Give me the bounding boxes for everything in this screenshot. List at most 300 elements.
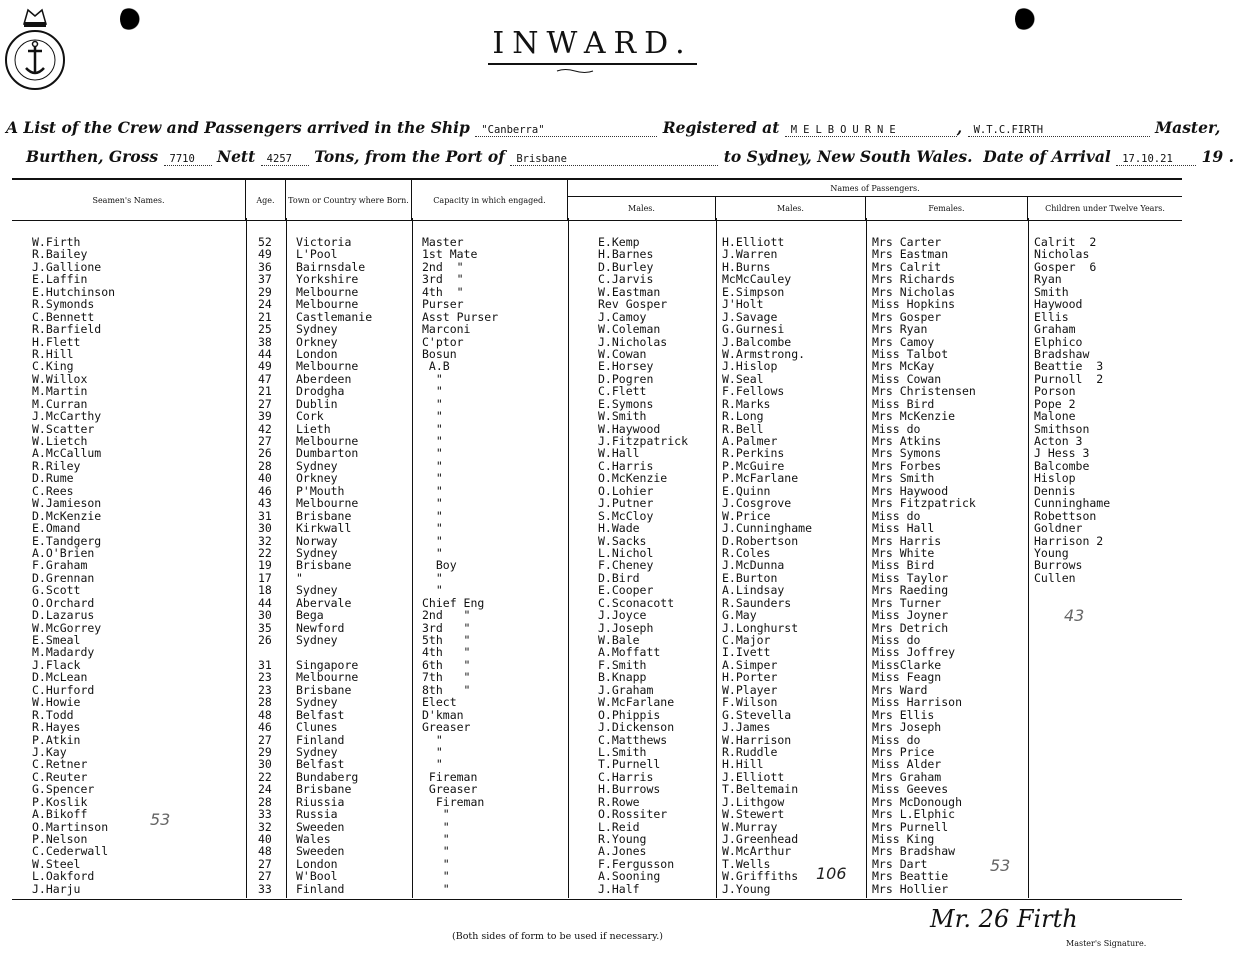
crew-name: J.Gallione [32, 259, 102, 274]
passenger-female: Mrs Ellis [872, 707, 935, 722]
crew-age: 36 [258, 259, 272, 274]
passenger-male: A.Jones [598, 844, 647, 859]
crew-capacity: " [422, 533, 443, 548]
passenger-male: L.Nichol [598, 545, 654, 560]
crew-name: C.Cederwall [32, 844, 109, 859]
crew-age: 27 [258, 856, 272, 871]
passenger-female: Mrs Price [872, 744, 935, 759]
passenger-child: Cunninghame [1034, 496, 1111, 511]
passenger-female: Mrs Atkins [872, 434, 942, 448]
passenger-male: H.Porter [722, 670, 778, 685]
crew-age: 28 [258, 458, 272, 473]
crew-name: F.Graham [32, 558, 88, 573]
crew-age: 37 [258, 272, 272, 287]
crew-capacity: " [422, 458, 443, 473]
crew-age: 40 [258, 832, 272, 846]
passenger-male: L.Reid [598, 819, 640, 834]
passenger-male: R.Rowe [598, 794, 640, 809]
ship-name: "Canberra" [475, 124, 657, 137]
passenger-male: Rev Gosper [598, 297, 668, 312]
bottom-rule [12, 899, 1182, 900]
crew-capacity: Fireman [422, 794, 485, 809]
crew-birthplace: L'Pool [296, 247, 338, 262]
crew-birthplace: Orkney [296, 471, 338, 486]
passenger-female: Mrs Gosper [872, 309, 942, 324]
crew-capacity: " [422, 371, 443, 386]
pencil-crew-count: 53 [150, 810, 171, 829]
crew-birthplace: Brisbane [296, 508, 352, 523]
crew-age [258, 646, 272, 658]
passenger-male: W.Stewert [722, 807, 785, 822]
crew-name: J.Harju [32, 881, 81, 896]
passenger-female: Miss Harrison [872, 695, 963, 710]
crew-age: 35 [258, 620, 272, 635]
crew-birthplace: Drodgha [296, 384, 345, 399]
crew-age: 31 [258, 508, 272, 523]
passenger-male: A.Simper [722, 657, 778, 672]
passenger-male: O.Lohier [598, 483, 654, 498]
crew-name: P.Koslik [32, 794, 88, 809]
crew-names-column [32, 236, 115, 895]
crew-towns-column [296, 236, 372, 895]
crew-birthplace: Victoria [296, 235, 352, 249]
passenger-male: R.Ruddle [722, 744, 778, 759]
crew-capacity: 6th " [422, 657, 471, 672]
crew-name: W.Lietch [32, 434, 88, 448]
crew-birthplace: Melbourne [296, 359, 359, 374]
passenger-male: W.Smith [598, 409, 647, 424]
crew-birthplace: London [296, 856, 338, 871]
crew-ages-column [258, 236, 272, 895]
crew-age: 46 [258, 483, 272, 498]
form-title: INWARD. [0, 26, 1185, 65]
header-passengers: Names of Passengers. [568, 180, 1182, 197]
header-females: Females. [866, 196, 1028, 220]
crew-capacity: " [422, 409, 443, 424]
passenger-child: Bradshaw [1034, 346, 1090, 361]
passenger-male: H.Burns [722, 259, 771, 274]
crew-name: R.Hayes [32, 720, 81, 735]
passenger-female: Mrs McKay [872, 359, 935, 374]
passenger-male: F.Fellows [722, 384, 785, 399]
crew-capacity: Master [422, 235, 464, 249]
passenger-male: C.Harris [598, 769, 654, 784]
crew-capacity: Greaser [422, 782, 478, 797]
crew-name: E.Tandgerg [32, 533, 102, 548]
passenger-male: F.Fergusson [598, 856, 675, 871]
passenger-male: J.Balcombe [722, 334, 792, 349]
crew-age: 40 [258, 471, 272, 486]
passenger-child: Beattie 3 [1034, 359, 1104, 374]
passenger-male: H.Wade [598, 521, 640, 536]
crew-birthplace: Wales [296, 832, 331, 846]
crew-capacity: " [422, 508, 443, 523]
passenger-male: W.Harrison [722, 732, 792, 747]
crew-capacity: " [422, 819, 450, 834]
crew-age: 47 [258, 371, 272, 386]
passenger-male: J.Hislop [722, 359, 778, 374]
crew-capacity: " [422, 583, 443, 598]
passenger-child: Cullen [1034, 570, 1076, 585]
passenger-female: Mrs Bradshaw [872, 844, 956, 859]
crew-age: 32 [258, 533, 272, 548]
crew-name: W.Steel [32, 856, 81, 871]
passenger-female: Mrs Dart [872, 856, 928, 871]
crew-age: 22 [258, 769, 272, 784]
passenger-female: Mrs Graham [872, 769, 942, 784]
crew-birthplace: P'Mouth [296, 483, 345, 498]
crew-birthplace: Bundaberg [296, 769, 359, 784]
crew-age: 24 [258, 297, 272, 312]
crew-birthplace: Newford [296, 620, 345, 635]
passenger-males-2-column [722, 236, 812, 895]
crew-name: J.McCarthy [32, 409, 102, 424]
passenger-female: Mrs Hollier [872, 881, 949, 896]
crew-age: 26 [258, 633, 272, 647]
passenger-child: Harrison 2 [1034, 533, 1104, 548]
passenger-female: Miss Cowan [872, 371, 942, 386]
crew-birthplace: Sydney [296, 545, 338, 560]
passenger-male: J.Half [598, 881, 640, 896]
crew-capacity: " [422, 856, 450, 871]
passenger-female: Miss Bird [872, 396, 935, 411]
crew-capacity: " [422, 844, 450, 859]
crew-age: 29 [258, 284, 272, 299]
crew-birthplace: Brisbane [296, 682, 352, 697]
crew-capacity: 4th " [422, 645, 471, 660]
passenger-female: Mrs Carter [872, 235, 942, 249]
crew-capacity: " [422, 757, 443, 772]
crew-age: 27 [258, 732, 272, 747]
crew-birthplace: Bega [296, 608, 324, 623]
passenger-male: A.Lindsay [722, 583, 785, 598]
crew-birthplace: " [296, 570, 303, 585]
passenger-male: G.Stevella [722, 707, 792, 722]
passenger-male: W.Player [722, 682, 778, 697]
passenger-male: I.Ivett [722, 645, 771, 660]
crew-birthplace: Melbourne [296, 297, 359, 312]
crew-name: D.Grennan [32, 570, 95, 585]
crew-age: 28 [258, 794, 272, 809]
crew-capacity: " [422, 471, 443, 486]
crew-name: E.Smeal [32, 633, 81, 647]
crew-age: 33 [258, 807, 272, 822]
passenger-female: Miss King [872, 832, 935, 846]
passenger-male: W.Cowan [598, 346, 647, 361]
passenger-female: Mrs Symons [872, 446, 942, 461]
passenger-female: Miss Hall [872, 521, 935, 536]
crew-name: D.Rume [32, 471, 74, 486]
passenger-male: C.Matthews [598, 732, 668, 747]
header-line-tonnage: Burthen, Gross 7710 Nett 4257 Tons, from the Port of Brisbane to Sydney, New South Wales. Date of Arrival 17.10.21 19 . [26, 147, 1234, 166]
crew-capacity: 4th " [422, 284, 464, 299]
crew-capacity: Fireman [422, 769, 478, 784]
crew-name: D.McKenzie [32, 508, 102, 523]
passenger-male: E.Cooper [598, 583, 654, 598]
crew-capacity: " [422, 881, 450, 896]
pencil-children-count: 43 [1064, 606, 1085, 625]
passenger-male: C.Harris [598, 458, 654, 473]
passenger-child: Malone [1034, 409, 1076, 424]
crew-name: W.Willox [32, 371, 88, 386]
crew-birthplace: W'Bool [296, 869, 338, 884]
crew-capacity: 5th " [422, 633, 471, 647]
crew-name: M.Madardy [32, 645, 95, 660]
crew-age: 27 [258, 434, 272, 448]
passenger-male: J.Young [722, 881, 771, 896]
passenger-female: Mrs Calrit [872, 259, 942, 274]
passenger-male: McMcCauley [722, 272, 792, 287]
crew-name: C.Retner [32, 757, 88, 772]
crew-name: C.Bennett [32, 309, 95, 324]
passenger-male: H.Elliott [722, 235, 785, 249]
master-name: W.T.C.FIRTH [968, 124, 1150, 137]
crew-capacity: " [422, 545, 443, 560]
header-males-2: Males. [716, 196, 866, 220]
passenger-female: Mrs Joseph [872, 720, 942, 735]
crew-capacity: D'kman [422, 707, 464, 722]
master-signature: Mr. 26 Firth [930, 905, 1078, 933]
crew-name: C.King [32, 359, 74, 374]
crew-capacity: " [422, 446, 443, 461]
crew-age: 49 [258, 247, 272, 262]
passenger-male: W.Coleman [598, 322, 661, 337]
crew-birthplace: Yorkshire [296, 272, 359, 287]
crew-capacity: " [422, 807, 450, 822]
passenger-child: Porson [1034, 384, 1076, 399]
crew-capacity: Bosun [422, 346, 457, 361]
passenger-male: J.Dickenson [598, 720, 675, 735]
passenger-female: Mrs L.Elphic [872, 807, 956, 822]
passenger-female: Mrs Camoy [872, 334, 935, 349]
crew-name: E.Laffin [32, 272, 88, 287]
crew-birthplace: Lieth [296, 421, 331, 436]
passenger-male: J'Holt [722, 297, 764, 312]
passenger-child: Smithson [1034, 421, 1090, 436]
passenger-male: O.Phippis [598, 707, 661, 722]
crew-name: W.Jamieson [32, 496, 102, 511]
crew-birthplace: Russia [296, 807, 338, 822]
passenger-male: E.Simpson [722, 284, 785, 299]
passenger-male: C.Flett [598, 384, 647, 399]
crew-capacity: " [422, 570, 443, 585]
passenger-child: Pope 2 [1034, 396, 1076, 411]
crew-capacity: " [422, 384, 443, 399]
crew-capacity: " [422, 421, 443, 436]
passenger-male: C.Major [722, 633, 771, 647]
passenger-male: T.Purnell [598, 757, 661, 772]
crew-capacity: " [422, 483, 443, 498]
crew-name: R.Hill [32, 346, 74, 361]
passenger-child: Balcombe [1034, 458, 1090, 473]
pencil-females-count: 53 [990, 856, 1011, 875]
passenger-male: E.Kemp [598, 235, 640, 249]
passenger-female: Miss Hopkins [872, 297, 956, 312]
passenger-male: W.McArthur [722, 844, 792, 859]
passenger-male: E.Horsey [598, 359, 654, 374]
passenger-male: J.Cosgrove [722, 496, 792, 511]
crew-name: W.Firth [32, 235, 81, 249]
passenger-female: Mrs Purnell [872, 819, 949, 834]
header-children: Children under Twelve Years. [1045, 203, 1165, 213]
crew-name: O.Martinson [32, 819, 109, 834]
crew-age: 24 [258, 782, 272, 797]
crew-capacity: " [422, 521, 443, 536]
crew-age: 39 [258, 409, 272, 424]
crew-capacity: " [422, 832, 450, 846]
crew-name: A.O'Brien [32, 545, 95, 560]
crew-birthplace: Melbourne [296, 670, 359, 685]
crew-birthplace: Sweeden [296, 819, 345, 834]
passenger-female: Mrs Haywood [872, 483, 949, 498]
passenger-female: Miss Bird [872, 558, 935, 573]
crew-age: 42 [258, 421, 272, 436]
passenger-male: R.Saunders [722, 595, 792, 610]
passenger-male: J.Graham [598, 682, 654, 697]
passenger-child: Young [1034, 545, 1069, 560]
crew-birthplace: Finland [296, 732, 345, 747]
crew-name: W.Scatter [32, 421, 95, 436]
passenger-child: Calrit 2 [1034, 235, 1097, 249]
passenger-males-1-column [598, 236, 688, 895]
crew-name: R.Todd [32, 707, 74, 722]
crew-capacity: " [422, 744, 443, 759]
crew-name: J.Flack [32, 657, 81, 672]
crew-capacity: 1st Mate [422, 247, 478, 262]
crew-age: 52 [258, 235, 272, 249]
crew-capacity: " [422, 496, 443, 511]
crew-name: D.McLean [32, 670, 88, 685]
passenger-male: W.Bale [598, 633, 640, 647]
crew-birthplace: Finland [296, 881, 345, 896]
passenger-male: W.Griffiths [722, 869, 799, 884]
crew-age: 23 [258, 670, 272, 685]
crew-name: A.Bikoff [32, 807, 88, 822]
passenger-male: W.Murray [722, 819, 778, 834]
crew-age: 30 [258, 757, 272, 772]
passenger-male: J.Elliott [722, 769, 785, 784]
passenger-female: Mrs Turner [872, 595, 942, 610]
crew-name: J.Kay [32, 744, 67, 759]
crew-birthplace: Norway [296, 533, 338, 548]
passenger-male: J.Warren [722, 247, 778, 262]
crew-birthplace: Melbourne [296, 284, 359, 299]
crew-birthplace: Sydney [296, 458, 338, 473]
passenger-female: Miss do [872, 508, 921, 523]
passenger-child: Goldner [1034, 521, 1083, 536]
pencil-males-count: 106 [816, 864, 847, 883]
crew-name: R.Riley [32, 458, 81, 473]
crew-birthplace: Sydney [296, 583, 338, 598]
origin-port: Brisbane [510, 153, 718, 166]
passenger-child: J Hess 3 [1034, 446, 1090, 461]
rule [1028, 218, 1029, 898]
passenger-male: T.Beltemain [722, 782, 799, 797]
crew-age: 23 [258, 682, 272, 697]
passenger-male: F.Wilson [722, 695, 778, 710]
crew-birthplace: Abervale [296, 595, 352, 610]
header-seamen: Seamen's Names. [12, 180, 246, 220]
passenger-female: Mrs White [872, 545, 935, 560]
crew-age: 32 [258, 819, 272, 834]
passenger-male: H.Barnes [598, 247, 654, 262]
passenger-male: C.Jarvis [598, 272, 654, 287]
passenger-male: A.Sooning [598, 869, 661, 884]
passenger-female: Mrs Christensen [872, 384, 976, 399]
passenger-female: Mrs McDonough [872, 794, 963, 809]
crew-capacity: Boy [422, 558, 457, 573]
crew-age: 27 [258, 869, 272, 884]
crew-capacity: Asst Purser [422, 309, 499, 324]
rule [412, 218, 413, 898]
crew-birthplace: Brisbane [296, 558, 352, 573]
crew-name: O.Orchard [32, 595, 95, 610]
crew-capacity: 3rd " [422, 272, 464, 287]
passenger-child: Ellis [1034, 309, 1069, 324]
passenger-female: Mrs Smith [872, 471, 935, 486]
passenger-child: Hislop [1034, 471, 1076, 486]
passenger-male: R.Perkins [722, 446, 785, 461]
passenger-male: P.McGuire [722, 458, 785, 473]
rule [716, 218, 717, 898]
passenger-child: Nicholas [1034, 247, 1090, 262]
passenger-female: Mrs Nicholas [872, 284, 956, 299]
passenger-female: Miss Taylor [872, 570, 949, 585]
crew-name: R.Bailey [32, 247, 88, 262]
passenger-male: J.Cunninghame [722, 521, 813, 536]
passenger-female: Mrs Beattie [872, 869, 949, 884]
passenger-male: C.Sconacott [598, 595, 675, 610]
passenger-child: Burrows [1034, 558, 1083, 573]
crew-birthplace: Orkney [296, 334, 338, 349]
nett-tons: 4257 [261, 153, 309, 166]
crew-birthplace: Cork [296, 409, 324, 424]
crew-birthplace: Bairnsdale [296, 259, 366, 274]
crew-birthplace [296, 646, 372, 658]
header-town: Town or Country where Born. [286, 180, 412, 220]
crew-age: 44 [258, 595, 272, 610]
passenger-male: W.Eastman [598, 284, 661, 299]
passenger-male: F.Cheney [598, 558, 654, 573]
crew-age: 17 [258, 570, 272, 585]
crew-name: P.Nelson [32, 832, 88, 846]
crew-birthplace: Belfast [296, 707, 345, 722]
crew-name: L.Oakford [32, 869, 95, 884]
passenger-female: Miss Joyner [872, 608, 949, 623]
crew-capacity: " [422, 434, 443, 448]
crew-birthplace: Melbourne [296, 434, 359, 448]
crew-capacity-column [422, 236, 498, 895]
crew-name: E.Omand [32, 521, 81, 536]
passenger-female: Miss Geeves [872, 782, 949, 797]
passenger-male: J.Savage [722, 309, 778, 324]
crew-name: C.Hurford [32, 682, 95, 697]
passenger-child: Acton 3 [1034, 434, 1083, 448]
passenger-male: O.Rossiter [598, 807, 668, 822]
passenger-male: B.Knapp [598, 670, 647, 685]
passenger-female: Mrs Raeding [872, 583, 949, 598]
crew-birthplace: Belfast [296, 757, 345, 772]
crew-age: 27 [258, 396, 272, 411]
crew-birthplace: Singapore [296, 657, 359, 672]
passenger-male: R.Young [598, 832, 647, 846]
crew-capacity: 8th " [422, 682, 471, 697]
crew-age: 26 [258, 446, 272, 461]
crew-birthplace: Aberdeen [296, 371, 352, 386]
crew-capacity: " [422, 869, 450, 884]
crew-age: 18 [258, 583, 272, 598]
passenger-child: Smith [1034, 284, 1069, 299]
